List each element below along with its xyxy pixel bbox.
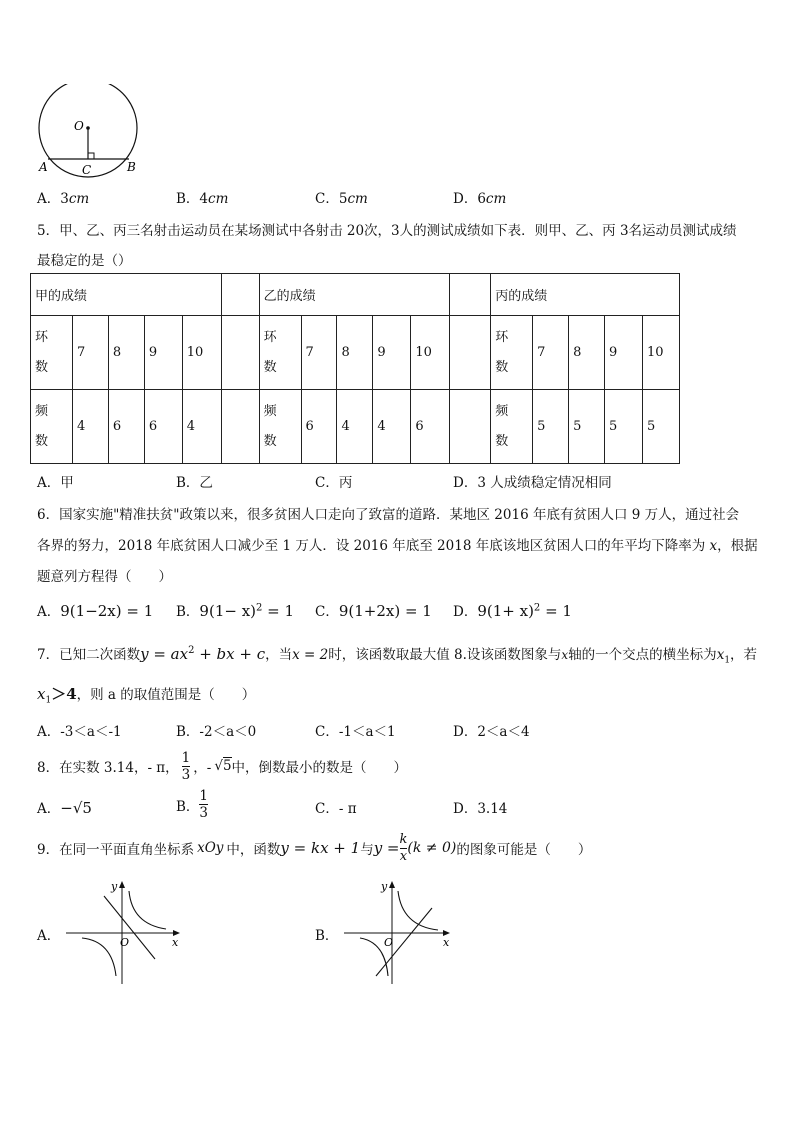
q8-option-d[interactable]: D．3.14 bbox=[453, 801, 508, 817]
q7-option-d[interactable]: D．2＜a＜4 bbox=[453, 724, 530, 740]
table-row: 环 数 7 8 9 10 环 数 7 8 9 10 环 数 7 8 9 10 bbox=[31, 316, 680, 390]
q9-option-b-label[interactable]: B． bbox=[315, 928, 339, 944]
yi-header: 乙的成绩 bbox=[259, 274, 450, 316]
q4-option-c[interactable]: C．5cm bbox=[315, 191, 368, 207]
q5-option-d[interactable]: D．3 人成绩稳定情况相同 bbox=[453, 475, 612, 491]
q7-option-c[interactable]: C．-1＜a＜1 bbox=[315, 724, 396, 740]
q5-option-b[interactable]: B．乙 bbox=[176, 475, 213, 491]
q6-option-c[interactable]: C．9(1+2x) = 1 bbox=[315, 602, 432, 620]
q5-stem-line2: 最稳定的是（） bbox=[37, 253, 132, 269]
label-b: B bbox=[127, 160, 136, 174]
q9a-origin-label: O bbox=[120, 936, 130, 949]
label-o: O bbox=[74, 119, 84, 133]
q7-option-a[interactable]: A．-3＜a＜-1 bbox=[37, 724, 122, 740]
q5-option-a[interactable]: A．甲 bbox=[37, 475, 74, 491]
q9b-x-label: x bbox=[443, 936, 450, 949]
jia-header: 甲的成绩 bbox=[31, 274, 222, 316]
q7-option-b[interactable]: B．-2＜a＜0 bbox=[176, 724, 257, 740]
q6-stem-line2: 各界的努力，2018 年底贫困人口减少至 1 万人．设 2016 年底至 2018 年底该地区贫困人口的年平均下降率为 x，根据 bbox=[37, 538, 758, 554]
q4-option-a[interactable]: A．3cm bbox=[37, 191, 90, 207]
q7-stem-line1: 7．已知二次函数$y = ax^2$ + bx + c，当x = 2时，该函数取最大值 8.设该函数图象与x轴的一个交点的横坐标为$x_1$，若 bbox=[37, 645, 758, 666]
table-row: 频 数 4 6 6 4 频 数 6 4 4 6 频 数 5 5 5 5 bbox=[31, 390, 680, 464]
q9a-x-label: x bbox=[172, 936, 179, 949]
bing-header: 丙的成绩 bbox=[491, 274, 680, 316]
q8-stem: 8．在实数 3.14，- π， $\frac{1}{3}$ ，- √5 中，倒数最小的数是（ ） bbox=[37, 749, 408, 783]
q8-option-a[interactable]: A．−√5 bbox=[37, 799, 92, 817]
circle-figure bbox=[30, 84, 150, 179]
q7-stem-line2: $x_1>4$，则 a 的取值范围是（ ） bbox=[37, 685, 256, 706]
q9a-y-label: y bbox=[111, 880, 118, 893]
q9b-y-label: y bbox=[381, 880, 388, 893]
q9-option-a-graph[interactable] bbox=[62, 876, 182, 988]
q5-option-c[interactable]: C．丙 bbox=[315, 475, 353, 491]
q6-option-d[interactable]: D．$9(1+ x)^2 = 1$ bbox=[453, 602, 572, 620]
q9-option-b-graph[interactable] bbox=[340, 876, 460, 988]
label-c: C bbox=[82, 163, 92, 177]
scores-table bbox=[30, 273, 680, 464]
q9-option-a-label[interactable]: A． bbox=[37, 928, 61, 944]
q5-stem-line1: 5．甲、乙、丙三名射击运动员在某场测试中各射击 20次，3人的测试成绩如下表．则甲、乙、丙 3名运动员测试成绩 bbox=[37, 223, 737, 239]
q6-option-a[interactable]: A．9(1−2x) = 1 bbox=[37, 602, 154, 620]
q9b-origin-label: O bbox=[384, 936, 394, 949]
table-header-row bbox=[31, 274, 680, 316]
label-a: A bbox=[39, 160, 48, 174]
q8-option-b[interactable]: B． $\frac{1}{3}$ bbox=[176, 788, 209, 821]
q6-stem-line3: 题意列方程得（ ） bbox=[37, 569, 172, 585]
q9-stem: 9．在同一平面直角坐标系 xOy 中，函数 y = kx + 1 与 y = $\frac{k}{x}$ (k ≠ 0) 的图象可能是（ ） bbox=[37, 831, 592, 864]
q6-stem-line1: 6．国家实施"精准扶贫"政策以来，很多贫困人口走向了致富的道路．某地区 2016 年底有贫困人口 9 万人，通过社会 bbox=[37, 507, 740, 523]
q4-option-d[interactable]: D．6cm bbox=[453, 191, 507, 207]
q4-option-b[interactable]: B．4cm bbox=[176, 191, 229, 207]
q6-option-b[interactable]: B．$9(1- x)^2 = 1$ bbox=[176, 602, 295, 620]
q8-option-c[interactable]: C．- π bbox=[315, 801, 357, 817]
